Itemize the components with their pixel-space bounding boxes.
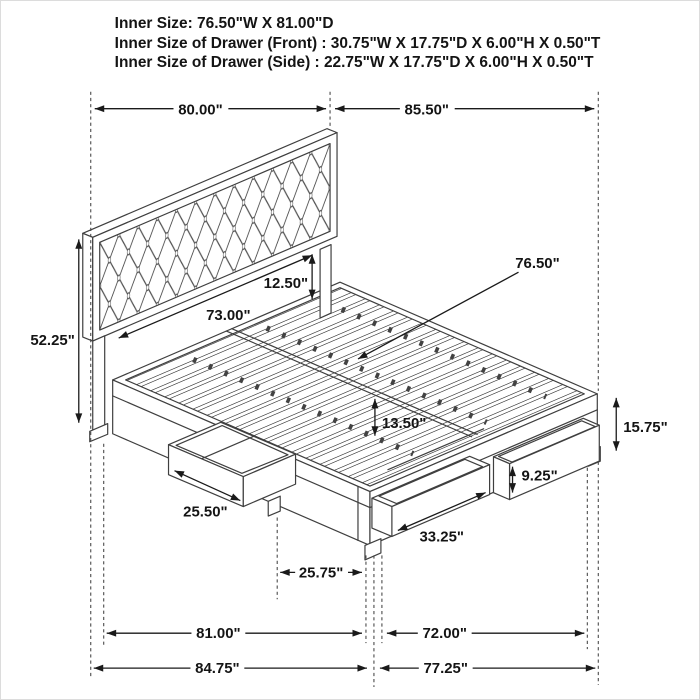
dim-slat-width-label: 76.50" bbox=[515, 255, 560, 273]
dim-side-drawer-width-label: 25.50" bbox=[183, 503, 228, 521]
title-block bbox=[115, 15, 601, 71]
dim-headboard-clearance-label: 12.50" bbox=[263, 275, 309, 293]
inner-size-note: Inner Size: 76.50"W X 81.00"D bbox=[114, 14, 334, 32]
front-drawer-right-wall bbox=[493, 457, 509, 500]
dim-drawer-front-height-label: 9.25" bbox=[521, 467, 558, 485]
dim-front-leg-spacing-label: 25.75" bbox=[298, 564, 344, 582]
inner-size-side-drawer-note: Inner Size of Drawer (Side) : 22.75"W X 17.75"D X 6.00"H X 0.50"T bbox=[114, 53, 594, 71]
dim-bottom-length-inner-label: 72.00" bbox=[422, 625, 467, 643]
headboard-right-leg bbox=[320, 245, 331, 318]
headboard-side-edge bbox=[83, 233, 93, 341]
dim-headboard-height-label: 52.25" bbox=[30, 332, 75, 350]
dim-front-drawer-width-label: 33.25" bbox=[419, 528, 464, 546]
bed-dimension-diagram bbox=[1, 1, 699, 699]
dim-bottom-width-inner-label: 81.00" bbox=[196, 625, 241, 643]
dim-overall-length-label: 85.50" bbox=[404, 101, 450, 119]
dim-interior-depth-label: 13.50" bbox=[381, 414, 427, 432]
dim-frame-height-label: 15.75" bbox=[623, 418, 668, 436]
dim-bottom-width-outer-label: 84.75" bbox=[195, 660, 240, 678]
dim-bottom-length-outer-label: 77.25" bbox=[423, 660, 468, 678]
bed-drawing bbox=[83, 129, 601, 560]
dim-overall-width-label: 80.00" bbox=[178, 101, 223, 119]
inner-size-front-drawer-note: Inner Size of Drawer (Front) : 30.75"W X 17.75"D X 6.00"H X 0.50"T bbox=[114, 34, 601, 52]
dim-headboard-width-label: 73.00" bbox=[206, 307, 251, 325]
headboard-left-leg bbox=[93, 336, 105, 433]
